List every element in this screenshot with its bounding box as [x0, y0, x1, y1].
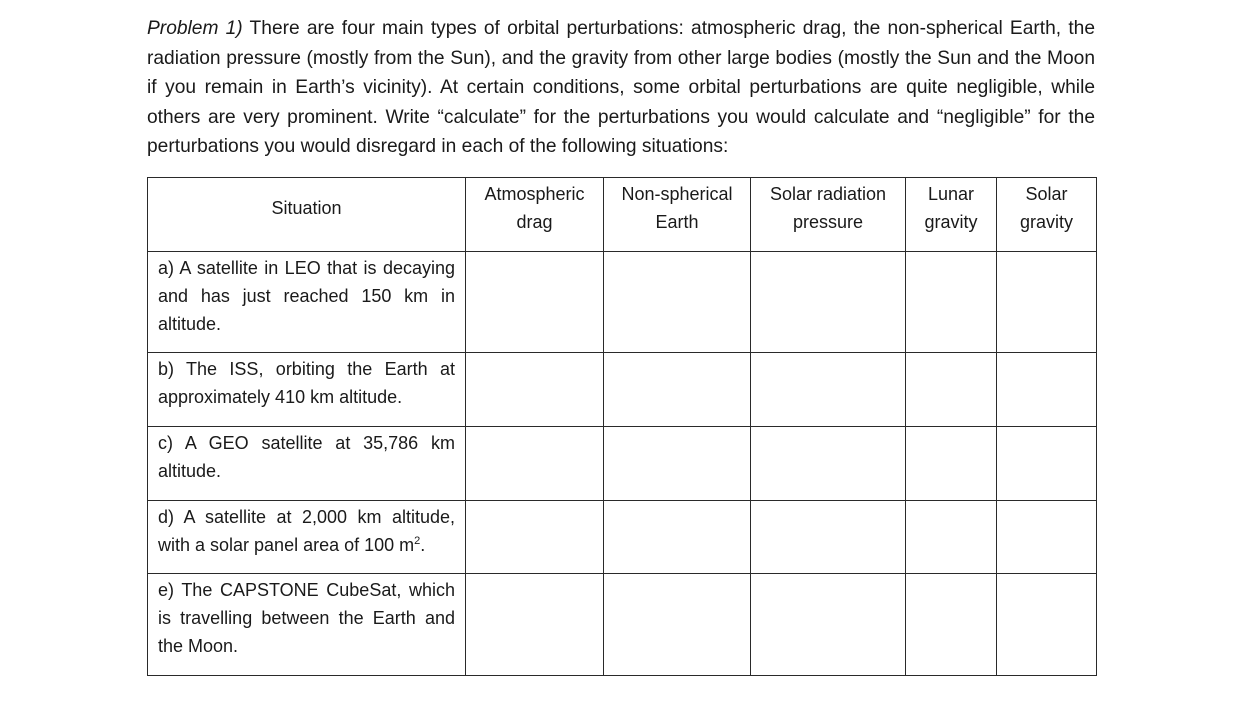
answer-cell-radiation[interactable]: [751, 427, 906, 501]
situation-cell: a) A satellite in LEO that is decaying and has just reached 150 km in altitude.: [148, 252, 466, 353]
problem-label: Problem 1): [147, 18, 243, 39]
answer-cell-drag[interactable]: [466, 501, 604, 574]
table-row: [148, 427, 1097, 501]
table-row: [148, 574, 1097, 676]
perturbation-table: [147, 177, 1097, 676]
header-row: [148, 178, 1097, 252]
table-row: [148, 501, 1097, 574]
header-lunar-gravity: Lunar gravity: [906, 178, 997, 252]
situation-cell: e) The CAPSTONE CubeSat, which is travelling between the Earth and the Moon.: [148, 574, 466, 676]
answer-cell-lunar[interactable]: [906, 353, 997, 427]
table-row: [148, 252, 1097, 353]
answer-cell-radiation[interactable]: [751, 501, 906, 574]
answer-cell-solar[interactable]: [997, 574, 1097, 676]
table-row: [148, 353, 1097, 427]
situation-cell: c) A GEO satellite at 35,786 km altitude.: [148, 427, 466, 501]
situation-text: d) A satellite at 2,000 km altitude, with a solar panel area of 100 m: [158, 507, 455, 555]
answer-cell-lunar[interactable]: [906, 574, 997, 676]
situation-cell: [148, 501, 466, 574]
problem-text: There are four main types of orbital perturbations: atmospheric drag, the non-spherical Earth, the radiation pressure (mostly from the Sun), and the gravity from other large bodies (mostly the Sun and the Moon if you remain in Earth’s vicinity). At certain conditions, some orbital perturbations are quite negligible, while others are very prominent. Write “calculate” for the perturbations you would calculate and “negligible” for the perturbations you would disregard in each of the following situations:: [147, 18, 1095, 157]
answer-cell-radiation[interactable]: [751, 353, 906, 427]
situation-suffix: .: [420, 535, 426, 555]
answer-cell-drag[interactable]: [466, 574, 604, 676]
answer-cell-nonspherical[interactable]: [604, 252, 751, 353]
header-situation: Situation: [148, 178, 466, 252]
answer-cell-drag[interactable]: [466, 252, 604, 353]
answer-cell-nonspherical[interactable]: [604, 353, 751, 427]
answer-cell-solar[interactable]: [997, 353, 1097, 427]
answer-cell-lunar[interactable]: [906, 427, 997, 501]
header-solar-gravity: Solar gravity: [997, 178, 1097, 252]
header-atmospheric-drag: Atmospheric drag: [466, 178, 604, 252]
answer-cell-solar[interactable]: [997, 501, 1097, 574]
answer-cell-radiation[interactable]: [751, 574, 906, 676]
answer-cell-drag[interactable]: [466, 427, 604, 501]
header-solar-radiation-pressure: Solar radiation pressure: [751, 178, 906, 252]
answer-cell-lunar[interactable]: [906, 252, 997, 353]
answer-cell-nonspherical[interactable]: [604, 427, 751, 501]
problem-statement: [147, 14, 1095, 162]
answer-cell-nonspherical[interactable]: [604, 501, 751, 574]
answer-cell-radiation[interactable]: [751, 252, 906, 353]
answer-cell-lunar[interactable]: [906, 501, 997, 574]
answer-cell-solar[interactable]: [997, 252, 1097, 353]
superscript: 2: [414, 535, 421, 547]
answer-cell-nonspherical[interactable]: [604, 574, 751, 676]
header-non-spherical-earth: Non-spherical Earth: [604, 178, 751, 252]
answer-cell-drag[interactable]: [466, 353, 604, 427]
answer-cell-solar[interactable]: [997, 427, 1097, 501]
situation-cell: b) The ISS, orbiting the Earth at approximately 410 km altitude.: [148, 353, 466, 427]
